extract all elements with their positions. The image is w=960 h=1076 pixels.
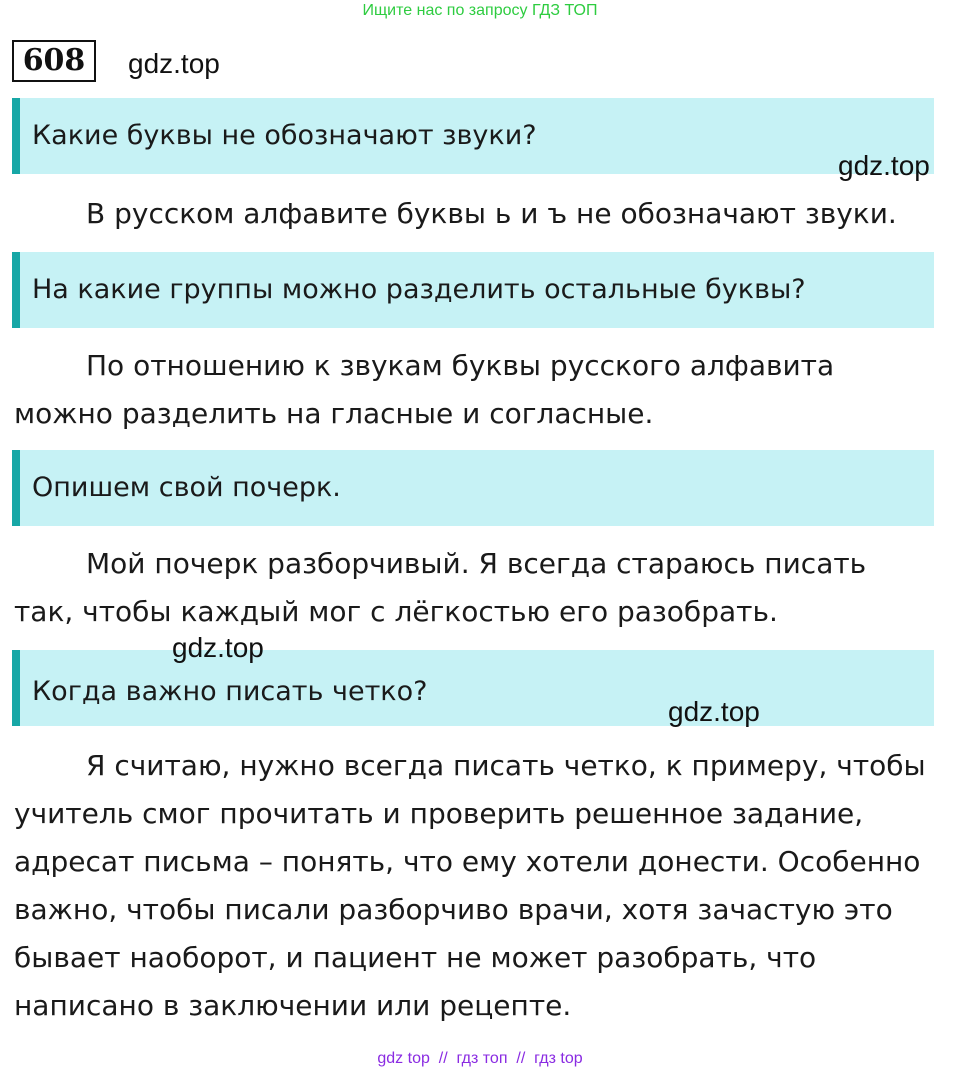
watermark: gdz.top: [172, 632, 264, 663]
question-box: [12, 650, 934, 726]
question-text: Когда важно писать четко?: [32, 676, 428, 707]
watermark: gdz.top: [668, 696, 760, 727]
watermark: gdz.top: [838, 150, 930, 181]
task-number: 608: [12, 40, 96, 82]
answer-line: адресат письма – понять, что ему хотели донести. Особенно: [14, 845, 921, 878]
answer-line: По отношению к звукам буквы русского алфавита: [86, 349, 835, 382]
question-text: На какие группы можно разделить остальные буквы?: [32, 274, 806, 305]
answer-line: так, чтобы каждый мог с лёгкостью его разобрать.: [14, 595, 778, 628]
question-text: Какие буквы не обозначают звуки?: [32, 120, 537, 151]
answer-paragraph: [14, 342, 944, 438]
question-box: [12, 450, 934, 526]
answer-line: можно разделить на гласные и согласные.: [14, 397, 654, 430]
answer-line: учитель смог прочитать и проверить решенное задание,: [14, 797, 864, 830]
answer-line: важно, чтобы писали разборчиво врачи, хотя зачастую это: [14, 893, 893, 926]
answer-line: Я считаю, нужно всегда писать четко, к примеру, чтобы: [86, 749, 926, 782]
answer-paragraph: [14, 190, 944, 238]
answer-line: В русском алфавите буквы ь и ъ не обозначают звуки.: [86, 197, 897, 230]
footer-links: gdz top // гдз топ // гдз top: [377, 1050, 583, 1067]
answer-line: бывает наоборот, и пациент не может разобрать, что: [14, 941, 817, 974]
answer-line: Мой почерк разборчивый. Я всегда стараюсь писать: [86, 547, 867, 580]
watermark: gdz.top: [128, 48, 220, 79]
question-box: [12, 252, 934, 328]
answer-paragraph: [14, 540, 944, 636]
answer-line: написано в заключении или рецепте.: [14, 989, 572, 1022]
top-search-note: Ищите нас по запросу ГДЗ ТОП: [362, 2, 598, 19]
question-box: [12, 98, 934, 174]
question-text: Опишем свой почерк.: [32, 472, 341, 503]
answer-paragraph: [14, 742, 944, 1030]
